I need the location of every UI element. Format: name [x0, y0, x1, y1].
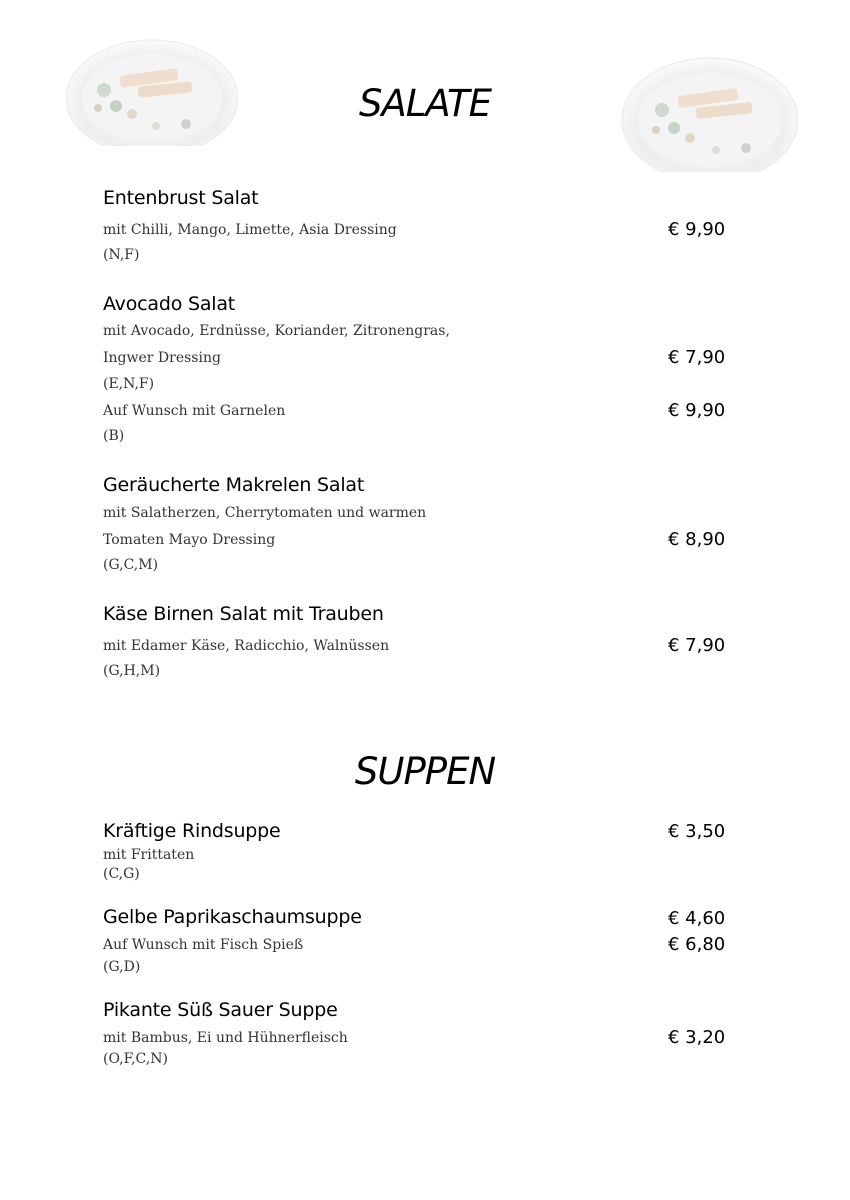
item-name: Gelbe Paprikaschaumsuppe	[103, 906, 362, 928]
item-description: mit Frittaten	[103, 847, 195, 863]
item-name: Kräftige Rindsuppe	[103, 820, 281, 842]
item-allergens: (G,D)	[103, 959, 141, 975]
item-allergens: (G,C,M)	[103, 557, 159, 573]
item-description: mit Chilli, Mango, Limette, Asia Dressing	[103, 222, 397, 238]
item-allergens: (O,F,C,N)	[103, 1051, 168, 1067]
section-title-salate: SALATE	[358, 82, 491, 125]
section-title-suppen: SUPPEN	[354, 750, 496, 793]
item-price: € 7,90	[668, 347, 726, 368]
item-name: Pikante Süß Sauer Suppe	[103, 999, 338, 1021]
item-price: € 9,90	[668, 219, 726, 240]
item-description: mit Avocado, Erdnüsse, Koriander, Zitronengras,	[103, 323, 450, 339]
item-option: Auf Wunsch mit Fisch Spieß	[103, 937, 304, 953]
item-price: € 3,50	[668, 821, 726, 842]
item-name: Geräucherte Makrelen Salat	[103, 474, 365, 496]
item-price: € 8,90	[668, 529, 726, 550]
item-allergens: (C,G)	[103, 866, 140, 882]
item-price: € 7,90	[668, 635, 726, 656]
item-allergens: (E,N,F)	[103, 376, 155, 392]
item-option: Auf Wunsch mit Garnelen	[103, 403, 286, 419]
item-description: mit Bambus, Ei und Hühnerfleisch	[103, 1030, 348, 1046]
item-name: Entenbrust Salat	[103, 187, 259, 209]
item-allergens: (G,H,M)	[103, 663, 161, 679]
item-description: Ingwer Dressing	[103, 350, 221, 366]
item-price: € 4,60	[668, 908, 726, 929]
item-allergens: (B)	[103, 428, 125, 444]
item-option-price: € 9,90	[668, 400, 726, 421]
item-option-price: € 6,80	[668, 934, 726, 955]
item-price: € 3,20	[668, 1027, 726, 1048]
item-name: Käse Birnen Salat mit Trauben	[103, 603, 384, 625]
item-name: Avocado Salat	[103, 293, 236, 315]
item-description: Tomaten Mayo Dressing	[103, 532, 276, 548]
item-allergens: (N,F)	[103, 247, 140, 263]
item-description: mit Edamer Käse, Radicchio, Walnüssen	[103, 638, 390, 654]
item-description: mit Salatherzen, Cherrytomaten und warmen	[103, 505, 427, 521]
